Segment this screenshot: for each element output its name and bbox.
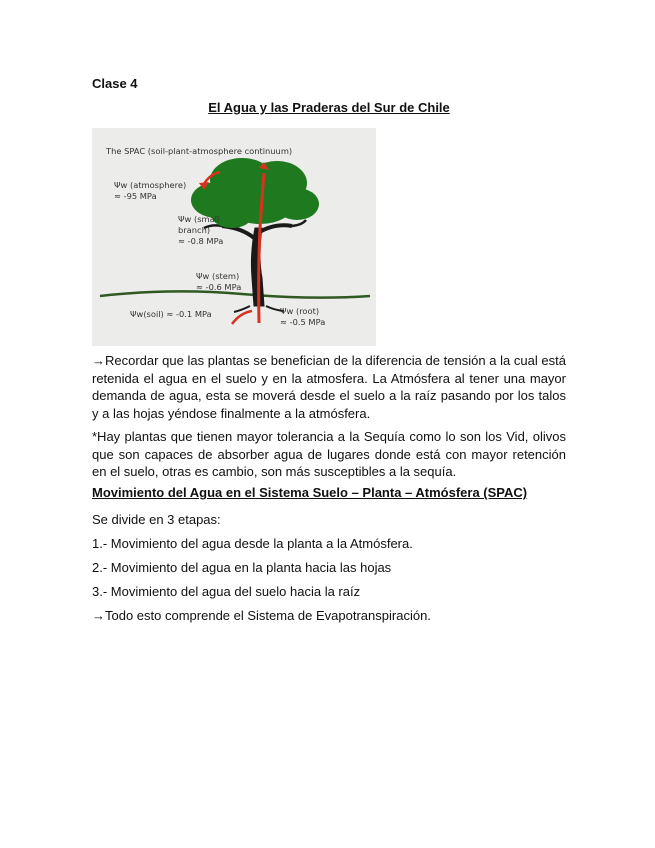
label-atmosphere-1: Ψw (atmosphere)	[114, 180, 187, 190]
root-uptake-arrow	[232, 311, 252, 324]
section-subtitle: Movimiento del Agua en el Sistema Suelo – Planta – Atmósfera (SPAC)	[92, 485, 528, 500]
paragraph-drought: *Hay plantas que tienen mayor tolerancia a la Sequía como lo son los Vid, olivos que son capaces de absorber agua de lugares donde está con mayor retención en el suelo, otras es cambio, son más susceptibles a la sequía.	[92, 429, 566, 479]
figure-caption: The SPAC (soil-plant-atmosphere continuum)	[106, 146, 293, 156]
conclusion-line: →Todo esto comprende el Sistema de Evapotranspiración.	[92, 608, 431, 623]
paragraph-tension: →Recordar que las plantas se benefician de la diferencia de tensión a la cual está retenida el agua en el suelo y en la atmosfera. La Atmósfera al tener una mayor demanda de agua, esta se moverá desde el suelo a la raíz pasando por los talos y a las hojas yéndose finalmente a la atmósfera.	[92, 353, 566, 421]
label-soil: Ψw(soil) ≈ -0.1 MPa	[130, 309, 212, 319]
label-atmosphere-2: ≈ -95 MPa	[114, 191, 157, 201]
page-title: El Agua y las Praderas del Sur de Chile	[208, 100, 450, 115]
spac-figure	[92, 128, 376, 346]
label-branch-1: Ψw (small	[178, 214, 220, 224]
label-branch-3: ≈ -0.8 MPa	[178, 236, 224, 246]
label-stem-1: Ψw (stem)	[196, 271, 240, 281]
ground-line	[100, 291, 370, 297]
label-root-2: ≈ -0.5 MPa	[280, 317, 326, 327]
stage-item: 2.- Movimiento del agua en la planta hacia las hojas	[92, 560, 392, 575]
class-label: Clase 4	[92, 76, 138, 91]
stages-intro: Se divide en 3 etapas:	[92, 512, 221, 527]
label-stem-2: ≈ -0.6 MPa	[196, 282, 242, 292]
spac-diagram	[92, 128, 376, 346]
stage-item: 3.- Movimiento del agua del suelo hacia la raíz	[92, 584, 361, 599]
stage-item: 1.- Movimiento del agua desde la planta a la Atmósfera.	[92, 536, 413, 551]
label-branch-2: branch)	[178, 225, 211, 235]
label-root-1: Ψw (root)	[280, 306, 320, 316]
